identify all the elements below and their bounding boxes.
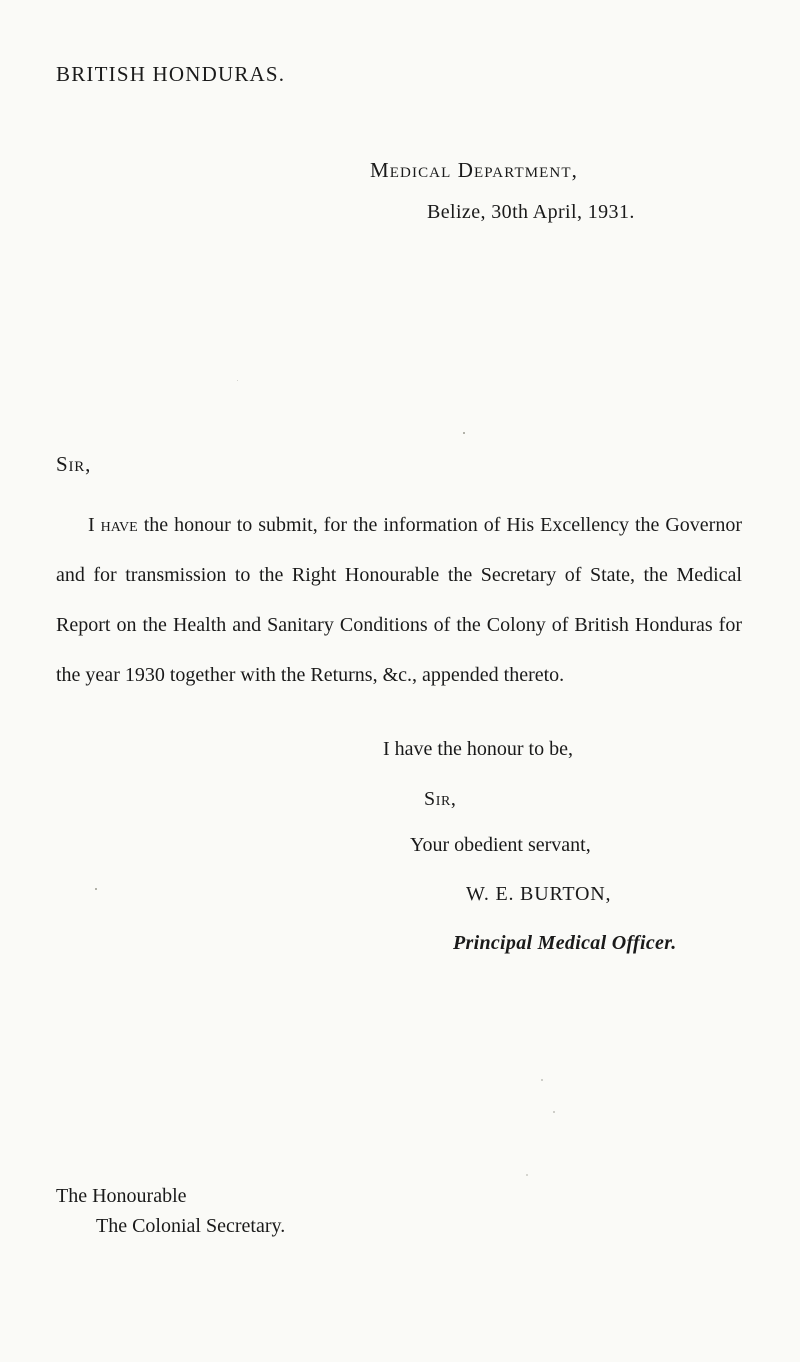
paper-speck (541, 1079, 543, 1081)
colony-heading: BRITISH HONDURAS. (56, 62, 286, 86)
place-date: Belize, 30th April, 1931. (427, 201, 635, 223)
letter-body (56, 500, 742, 700)
paper-speck (526, 1174, 528, 1176)
paper-speck (463, 432, 465, 434)
closing-salutation: Sir, (424, 788, 457, 810)
closing-servant-line: Your obedient servant, (410, 834, 591, 856)
signer-name: W. E. BURTON, (466, 883, 612, 905)
letter-body-lead: I have (88, 514, 138, 536)
addressee-line: The Honourable (56, 1185, 187, 1207)
paper-speck (95, 888, 97, 890)
salutation: Sir, (56, 452, 92, 476)
letter-body-text: the honour to submit, for the information of His Excellency the Governor and for transmission to the Right Honourable the Secretary of State, the Medical Report on the Health and Sanitary Conditions of the Colony of British Honduras for the year 1930 together with the Returns, &c., appended thereto. (56, 514, 742, 686)
signer-title: Principal Medical Officer. (453, 932, 677, 954)
addressee-recipient: The Colonial Secretary. (96, 1215, 286, 1237)
paper-speck (553, 1111, 555, 1113)
paper-speck (237, 380, 238, 381)
department-heading: Medical Department, (370, 158, 578, 182)
closing-line: I have the honour to be, (383, 738, 573, 760)
